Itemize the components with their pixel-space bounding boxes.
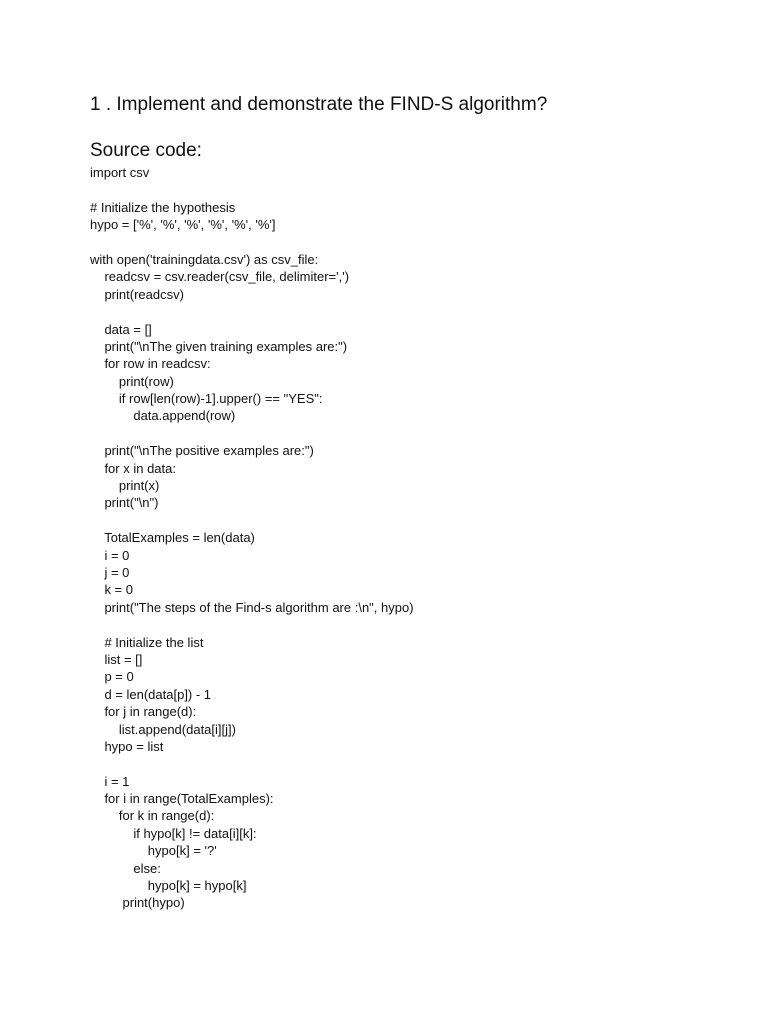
code-line: list.append(data[i][j]) bbox=[90, 721, 236, 737]
code-line: data.append(row) bbox=[90, 408, 236, 424]
code-line: # Initialize the list bbox=[90, 634, 204, 650]
code-line: if hypo[k] != data[i][k]: bbox=[90, 825, 257, 841]
code-line: i = 0 bbox=[90, 547, 130, 563]
code-line: print("The steps of the Find-s algorithm are :\n", hypo) bbox=[90, 599, 414, 615]
code-line: hypo[k] = hypo[k] bbox=[90, 878, 247, 894]
code-line: d = len(data[p]) - 1 bbox=[90, 686, 212, 702]
code-line: print("\n") bbox=[90, 495, 159, 511]
code-line: print("\nThe positive examples are:") bbox=[90, 443, 314, 459]
code-line bbox=[90, 425, 730, 442]
code-line: for x in data: bbox=[90, 460, 176, 476]
code-line: TotalExamples = len(data) bbox=[90, 530, 255, 546]
code-line bbox=[90, 755, 730, 772]
code-line: for row in readcsv: bbox=[90, 356, 211, 372]
code-line: for j in range(d): bbox=[90, 704, 197, 720]
code-line: for i in range(TotalExamples): bbox=[90, 791, 274, 807]
code-line: print(x) bbox=[90, 478, 160, 494]
code-line: readcsv = csv.reader(csv_file, delimiter=',') bbox=[90, 269, 350, 285]
code-line: with open('trainingdata.csv') as csv_file: bbox=[90, 251, 319, 267]
code-line: list = [] bbox=[90, 651, 143, 667]
code-line: print(row) bbox=[90, 373, 174, 389]
document-title: 1 . Implement and demonstrate the FIND-S algorithm? bbox=[90, 94, 548, 115]
code-line: if row[len(row)-1].upper() == "YES": bbox=[90, 391, 323, 407]
code-line: j = 0 bbox=[90, 564, 130, 580]
code-line: else: bbox=[90, 860, 161, 876]
code-line bbox=[90, 234, 730, 251]
code-line: import csv bbox=[90, 165, 150, 180]
code-line: i = 1 bbox=[90, 773, 130, 789]
code-line: for k in range(d): bbox=[90, 808, 215, 824]
document-page bbox=[90, 92, 730, 912]
source-code-block bbox=[90, 164, 730, 912]
code-line bbox=[90, 512, 730, 529]
code-line: data = [] bbox=[90, 321, 152, 337]
code-line: print("\nThe given training examples are:") bbox=[90, 338, 348, 354]
code-line bbox=[90, 181, 730, 198]
code-line: hypo = list bbox=[90, 738, 164, 754]
code-line bbox=[90, 616, 730, 633]
section-heading: Source code: bbox=[90, 140, 202, 161]
code-line: hypo = ['%', '%', '%', '%', '%', '%'] bbox=[90, 217, 276, 233]
code-line: print(readcsv) bbox=[90, 286, 184, 302]
code-line: hypo[k] = '?' bbox=[90, 843, 217, 859]
code-line: print(hypo) bbox=[90, 895, 185, 911]
code-line: k = 0 bbox=[90, 582, 133, 598]
code-line bbox=[90, 303, 730, 320]
code-line: # Initialize the hypothesis bbox=[90, 199, 236, 215]
code-line: p = 0 bbox=[90, 669, 134, 685]
